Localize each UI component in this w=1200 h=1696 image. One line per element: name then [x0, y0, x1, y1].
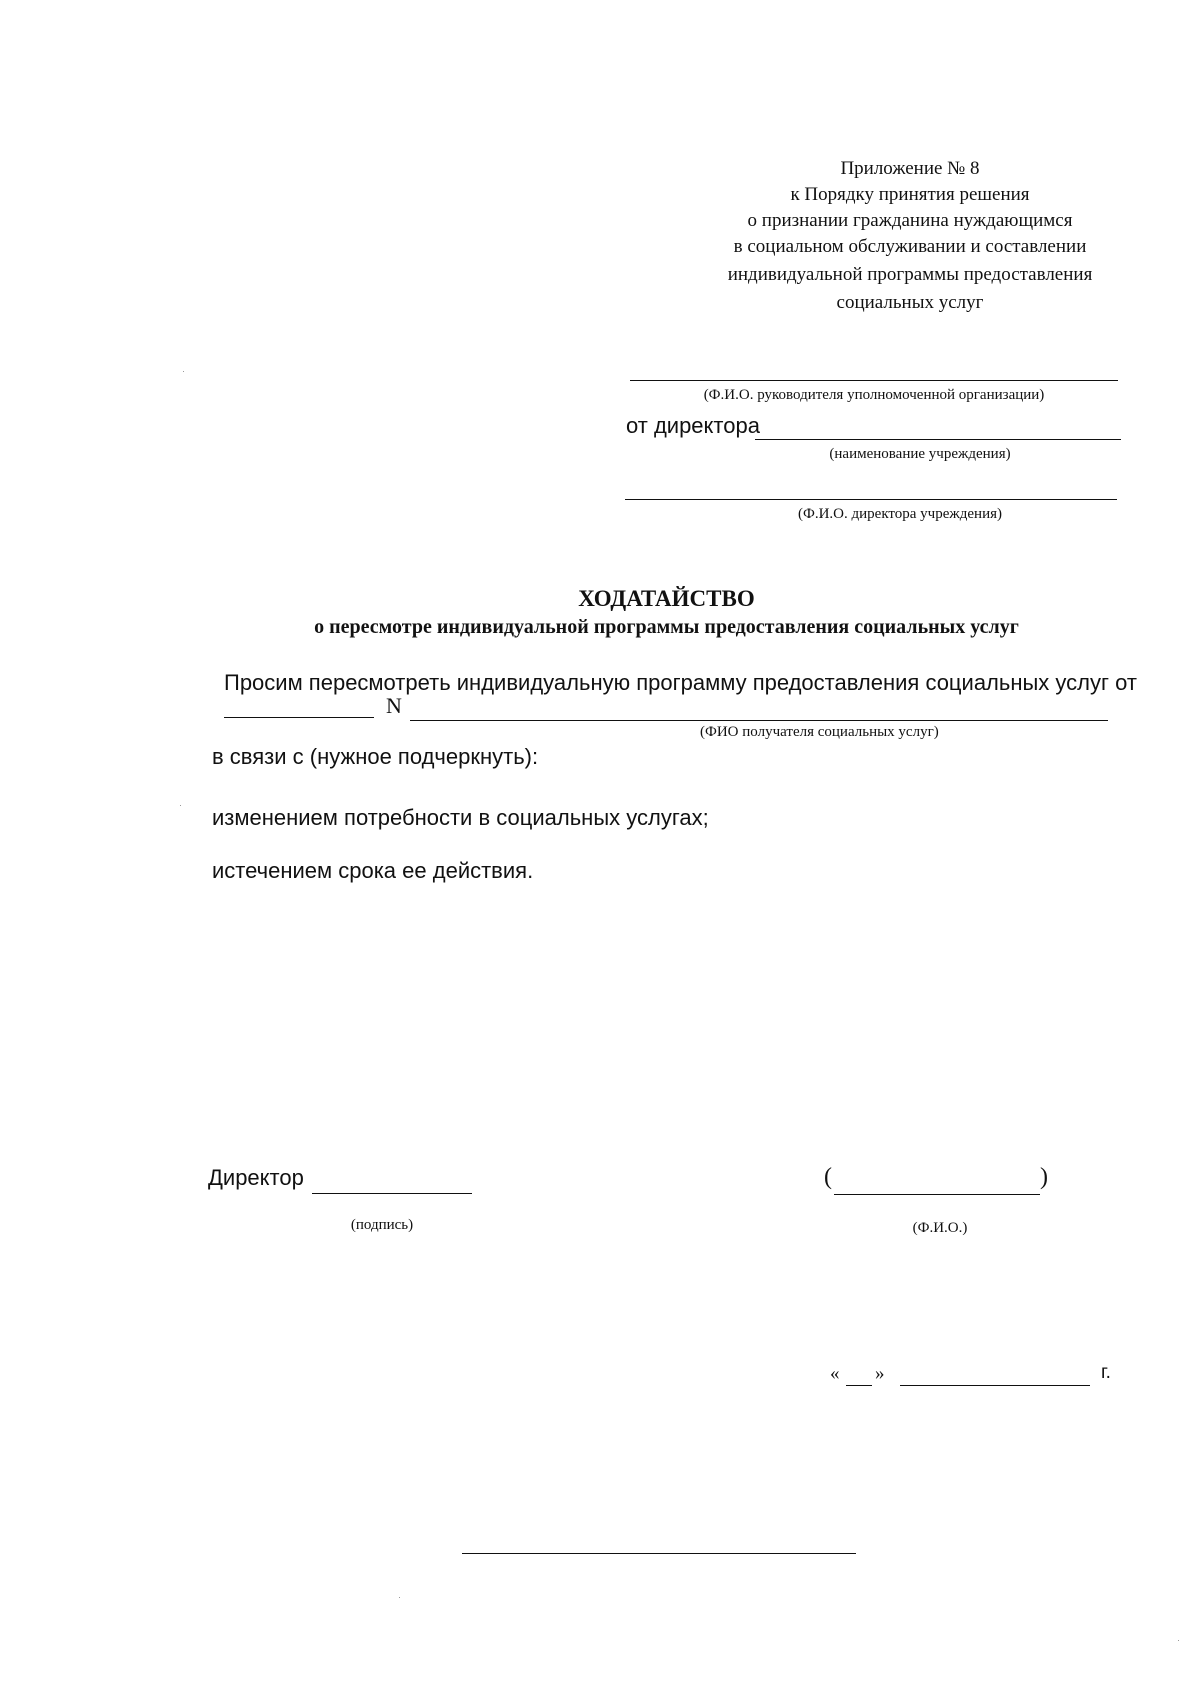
signature-caption: (подпись)	[350, 1217, 414, 1233]
institution-caption: (наименование учреждения)	[829, 446, 1011, 462]
scan-speck	[183, 371, 184, 372]
program-date-field[interactable]	[224, 717, 374, 718]
director-name-field[interactable]	[625, 499, 1117, 500]
date-month-year-field[interactable]	[900, 1385, 1090, 1386]
recipient-name-field[interactable]	[410, 720, 1108, 721]
year-suffix: г.	[1101, 1362, 1111, 1383]
head-name-caption: (Ф.И.О. руководителя уполномоченной организации)	[703, 387, 1045, 403]
name-caption: (Ф.И.О.)	[912, 1220, 968, 1236]
appendix-line-5: индивидуальной программы предоставления	[727, 264, 1093, 285]
recipient-caption: (ФИО получателя социальных услуг)	[700, 724, 939, 740]
from-director-label: от директора	[626, 413, 760, 438]
signature-field[interactable]	[312, 1193, 472, 1194]
request-text: Просим пересмотреть индивидуальную программу предоставления социальных услуг от	[224, 670, 1137, 695]
name-open-paren: (	[824, 1164, 832, 1190]
number-label: N	[386, 693, 402, 718]
director-role-label: Директор	[208, 1165, 304, 1190]
appendix-line-6: социальных услуг	[836, 292, 984, 313]
bottom-separator	[462, 1553, 856, 1554]
reason-option-needs[interactable]: изменением потребности в социальных услугах;	[212, 805, 709, 830]
appendix-line-2: к Порядку принятия решения	[790, 184, 1030, 205]
scan-speck	[399, 1597, 400, 1598]
scan-speck	[1178, 1640, 1179, 1641]
document-title: ХОДАТАЙСТВО	[578, 586, 755, 611]
document-subtitle: о пересмотре индивидуальной программы предоставления социальных услуг	[314, 616, 1019, 638]
institution-name-field[interactable]	[755, 439, 1121, 440]
head-name-field[interactable]	[630, 380, 1118, 381]
appendix-number: Приложение № 8	[840, 158, 980, 179]
appendix-line-4: в социальном обслуживании и составлении	[733, 236, 1087, 257]
scan-speck	[180, 805, 181, 806]
reason-option-expiry[interactable]: истечением срока ее действия.	[212, 858, 534, 883]
date-close-quote: »	[875, 1363, 885, 1384]
date-open-quote: «	[830, 1363, 840, 1384]
appendix-line-3: о признании гражданина нуждающимся	[747, 210, 1073, 231]
reason-intro: в связи с (нужное подчеркнуть):	[212, 744, 539, 769]
date-day-field[interactable]	[846, 1385, 872, 1386]
director-fio-field[interactable]	[834, 1194, 1040, 1195]
director-name-caption: (Ф.И.О. директора учреждения)	[798, 506, 1002, 522]
name-close-paren: )	[1040, 1164, 1048, 1190]
